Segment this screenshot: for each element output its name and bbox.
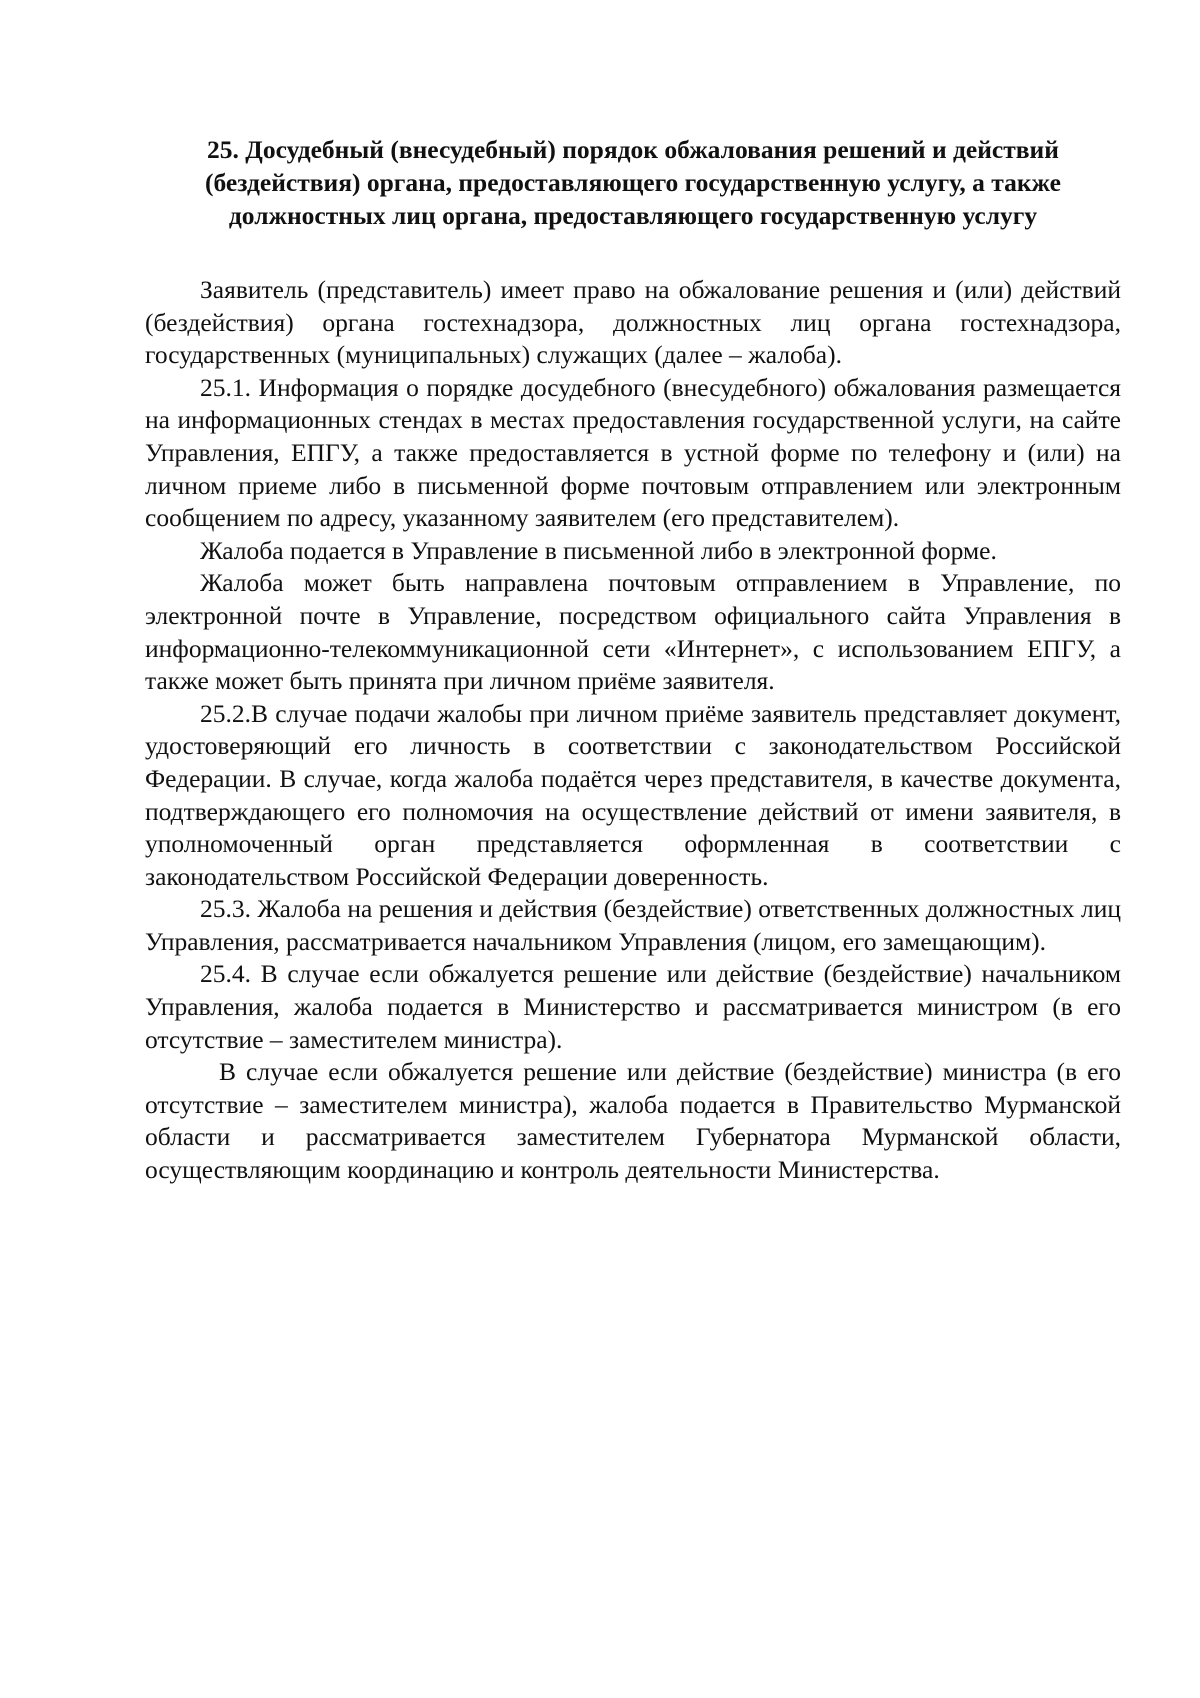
paragraph-appeal-right: Заявитель (представитель) имеет право на обжалование решения и (или) действий (бездействия) органа гостехнадзора, должностных лиц органа гостехнадзора, государственных (муниципальных) служащих (далее – жалоба).	[145, 275, 1121, 370]
paragraph-complaint-form: Жалоба подается в Управление в письменной либо в электронной форме.	[200, 535, 997, 565]
paragraph-minister-appeal: В случае если обжалуется решение или действие (бездействие) министра (в его отсутствие – заместителем министра), жалоба подается в Правительство Мурманской области и рассматривается заместителем Губернатора Мурманской области, осуществляющим координацию и контроль деятельности Министерства.	[145, 1057, 1121, 1185]
document-content	[145, 133, 1121, 1187]
paragraph-25-2: 25.2.В случае подачи жалобы при личном приёме заявитель представляет документ, удостоверяющий его личность в соответствии с законодательством Российской Федерации. В случае, когда жалоба подаётся через представителя, в качестве документа, подтверждающего его полномочия на осуществление действий от имени заявителя, в уполномоченный орган представляется оформленная в соответствии с законодательством Российской Федерации доверенность.	[145, 698, 1121, 891]
paragraph-25-4: 25.4. В случае если обжалуется решение или действие (бездействие) начальником Управления, жалоба подается в Министерство и рассматривается министром (в его отсутствие – заместителем министра).	[145, 959, 1121, 1054]
section-body	[145, 274, 1121, 1187]
paragraph-complaint-channels: Жалоба может быть направлена почтовым отправлением в Управление, по электронной почте в Управление, посредством официального сайта Управления в информационно-телекоммуникационной сети «Интернет», с использованием ЕПГУ, а также может быть принята при личном приёме заявителя.	[145, 568, 1121, 696]
paragraph-25-3: 25.3. Жалоба на решения и действия (бездействие) ответственных должностных лиц Управления, рассматривается начальником Управления (лицом, его замещающим).	[145, 894, 1121, 956]
section-heading: 25. Досудебный (внесудебный) порядок обжалования решений и действий (бездействия) органа, предоставляющего государственную услугу, а также должностных лиц органа, предоставляющего государственную услугу	[204, 135, 1062, 230]
paragraph-25-1: 25.1. Информация о порядке досудебного (внесудебного) обжалования размещается на информационных стендах в местах предоставления государственной услуги, на сайте Управления, ЕПГУ, а также предоставляется в устной форме по телефону и (или) на личном приеме либо в письменной форме почтовым отправлением или электронным сообщением по адресу, указанному заявителем (его представителем).	[145, 372, 1121, 533]
